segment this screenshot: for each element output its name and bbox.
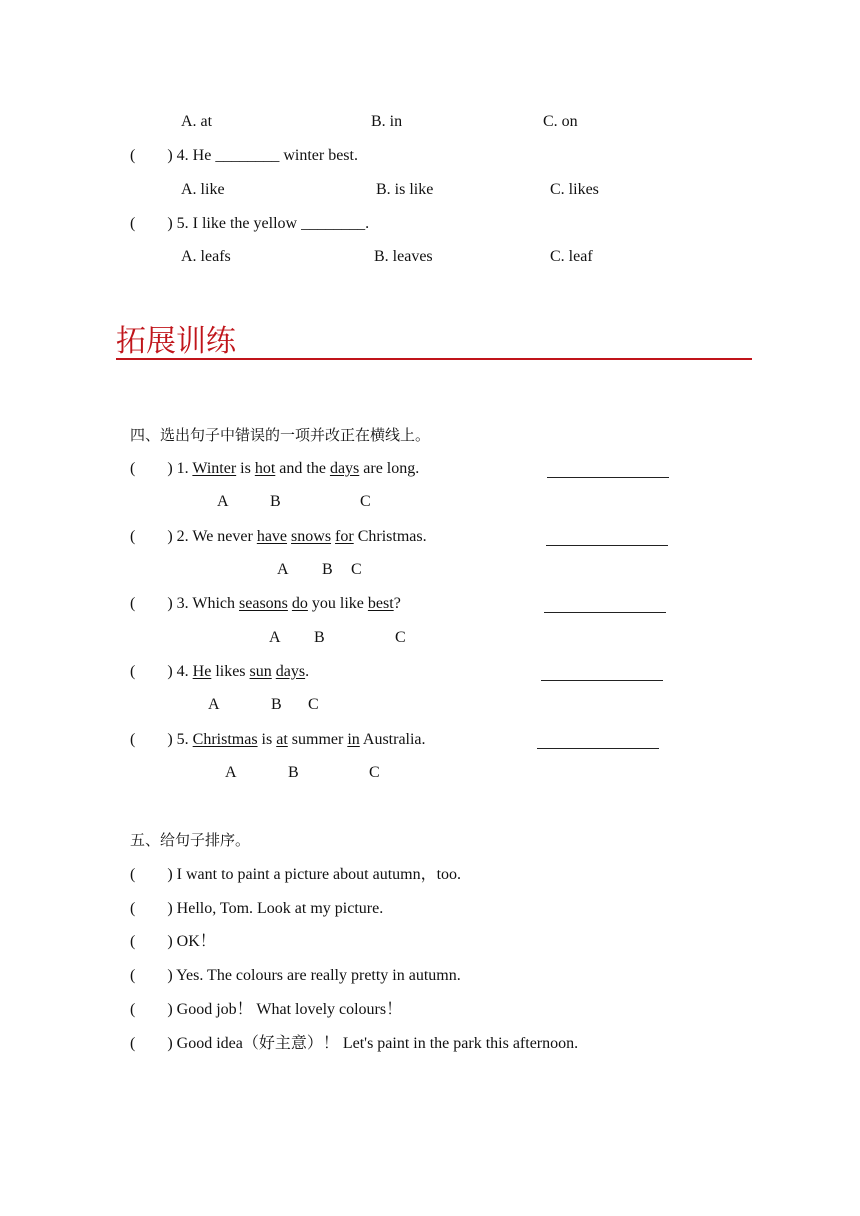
q-text: you like [307,595,368,612]
correction-blank[interactable] [546,545,668,546]
q-text: 4. [176,663,193,680]
q4-option-b: B. is like [376,181,434,198]
p4-q2-line [130,527,427,547]
q-text: ? [393,595,401,612]
underlined-option-c: days [329,460,360,477]
q5-option-b: B. leaves [374,248,433,265]
q5-line [130,214,369,234]
answer-paren[interactable]: ( ) [130,215,173,232]
label-b: B [314,629,325,646]
answer-paren[interactable]: ( ) [130,933,173,950]
label-c: C [395,629,406,646]
q-text: and the [275,460,330,477]
part5-heading: 五、给句子排序。 [130,831,251,849]
order-text: Yes. The colours are really pretty in autumn. [176,967,461,984]
label-b: B [288,764,299,781]
order-text: Hello, Tom. Look at my picture. [176,900,384,917]
answer-paren[interactable]: ( ) [130,663,173,680]
order-item [130,932,216,952]
q5-text-pre: 5. I like the yellow [176,215,302,232]
q-text: 2. We never [176,528,257,545]
underlined-option-c: best [367,595,394,612]
label-b: B [271,696,282,713]
q-text: . [305,663,310,680]
underlined-option-a: seasons [239,595,288,612]
underlined-option-b: at [276,731,288,748]
answer-paren[interactable]: ( ) [130,460,173,477]
q-text: are long. [359,460,420,477]
q4-text-pre: 4. He [176,147,216,164]
correction-blank[interactable] [547,477,669,478]
q-text: 3. Which [176,595,240,612]
correction-blank[interactable] [541,680,663,681]
section-title: 拓展训练 [116,324,236,359]
p4-q5-line [130,730,426,750]
underlined-option-a: Christmas [192,731,258,748]
q-text: is [257,731,277,748]
answer-paren[interactable]: ( ) [130,1001,173,1018]
part4-heading: 四、选出句子中错误的一项并改正在横线上。 [130,426,431,444]
q5-blank: ________ [301,215,366,232]
label-a: A [277,561,289,578]
order-item [130,1034,578,1054]
underlined-option-c: in [347,731,360,748]
correction-blank[interactable] [537,748,659,749]
label-c: C [369,764,380,781]
underlined-option-a: have [256,528,288,545]
q-text: is [236,460,255,477]
q4-blank: ________ [215,147,280,164]
p4-q1-line [130,459,419,479]
q-text: Australia. [359,731,426,748]
p4-q4-line [130,662,309,682]
q5-option-c: C. leaf [550,248,593,265]
order-text: I want to paint a picture about autumn，too. [176,866,462,883]
answer-paren[interactable]: ( ) [130,967,173,984]
answer-paren[interactable]: ( ) [130,731,173,748]
correction-blank[interactable] [544,612,666,613]
order-item [130,1000,402,1020]
label-c: C [351,561,362,578]
answer-paren[interactable]: ( ) [130,866,173,883]
label-a: A [208,696,220,713]
q-text: 1. [176,460,193,477]
underlined-option-b: sun [249,663,272,680]
underlined-option-a: Winter [192,460,237,477]
underlined-option-b: hot [254,460,276,477]
answer-paren[interactable]: ( ) [130,900,173,917]
underlined-option-c: for [335,528,354,545]
answer-paren[interactable]: ( ) [130,147,173,164]
q5-text-post: . [365,215,370,232]
section-divider [116,358,752,360]
q-text: Christmas. [353,528,427,545]
q4-option-a: A. like [181,181,225,198]
q3-option-b: B. in [371,113,403,130]
answer-paren[interactable]: ( ) [130,1035,173,1052]
label-c: C [360,493,371,510]
underlined-option-b: snows [291,528,332,545]
label-a: A [217,493,229,510]
label-b: B [322,561,333,578]
q5-option-a: A. leafs [181,248,231,265]
q-text: summer [287,731,348,748]
q3-option-c: C. on [543,113,578,130]
q4-text-post: winter best. [279,147,358,164]
order-text: Good idea（好主意）！ Let's paint in the park this afternoon. [176,1035,579,1052]
order-text: Good job！ What lovely colours！ [176,1001,403,1018]
label-c: C [308,696,319,713]
answer-paren[interactable]: ( ) [130,528,173,545]
order-text: OK！ [176,933,216,950]
label-b: B [270,493,281,510]
q-text: likes [211,663,250,680]
q3-option-a: A. at [181,113,213,130]
q4-line [130,146,358,166]
order-item [130,899,383,919]
label-a: A [269,629,281,646]
p4-q3-line [130,594,401,614]
q4-option-c: C. likes [550,181,599,198]
answer-paren[interactable]: ( ) [130,595,173,612]
underlined-option-a: He [192,663,212,680]
label-a: A [225,764,237,781]
underlined-option-c: days [275,663,306,680]
order-item [130,865,461,885]
order-item [130,966,461,986]
underlined-option-b: do [291,595,308,612]
q-text: 5. [176,731,193,748]
